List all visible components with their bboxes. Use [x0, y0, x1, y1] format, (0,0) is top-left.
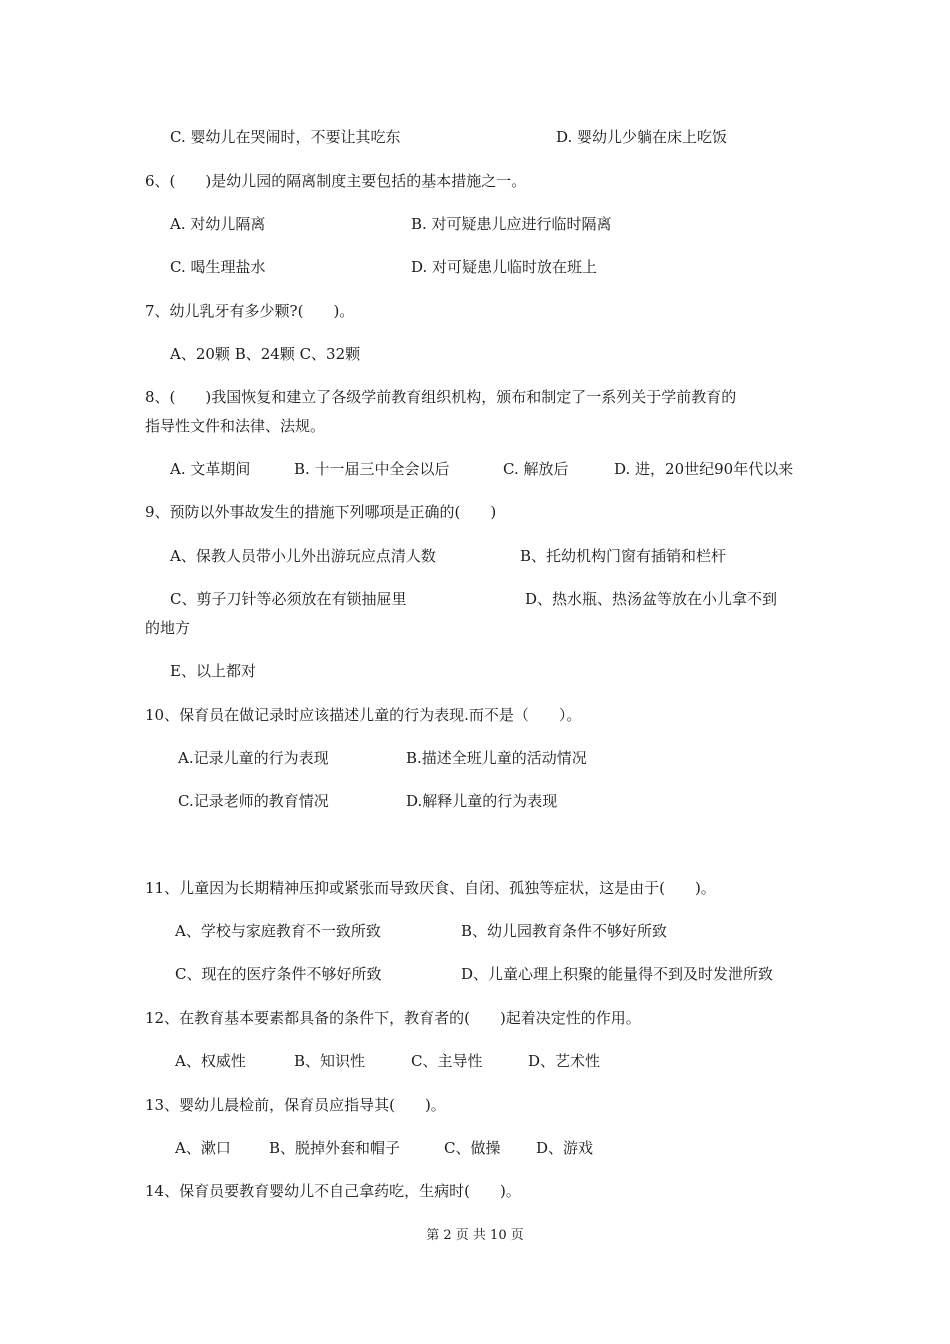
- q10-option-d: D.解释儿童的行为表现: [406, 792, 558, 810]
- q8-option-c: C. 解放后: [503, 460, 569, 478]
- q13-option-b: B、脱掉外套和帽子: [269, 1139, 401, 1157]
- q9-stem: 9、预防以外事故发生的措施下列哪项是正确的( ): [145, 503, 497, 521]
- q8-stem-line2: 指导性文件和法律、法规。: [145, 417, 326, 435]
- q8-option-a: A. 文革期间: [170, 460, 251, 478]
- q12-option-b: B、知识性: [294, 1052, 366, 1070]
- q9-option-d-line2: 的地方: [145, 619, 191, 637]
- q5-option-c: C. 婴幼儿在哭闹时，不要让其吃东: [170, 128, 401, 146]
- q8-option-d: D. 进，20世纪90年代以来: [614, 460, 794, 478]
- q14-stem: 14、保育员要教育婴幼儿不自己拿药吃，生病时( )。: [145, 1182, 521, 1200]
- q12-option-c: C、主导性: [411, 1052, 483, 1070]
- q9-option-d-line1: D、热水瓶、热汤盆等放在小儿拿不到: [525, 590, 778, 608]
- q6-option-a: A. 对幼儿隔离: [170, 215, 266, 233]
- q10-option-c: C.记录老师的教育情况: [178, 792, 329, 810]
- q8-stem-line1: 8、( )我国恢复和建立了各级学前教育组织机构，颁布和制定了一系列关于学前教育的: [145, 388, 737, 406]
- q5-option-d: D. 婴幼儿少躺在床上吃饭: [556, 128, 728, 146]
- q7-options: A、20颗 B、24颗 C、32颗: [170, 345, 361, 363]
- q10-option-b: B.描述全班儿童的活动情况: [406, 749, 587, 767]
- q13-option-c: C、做操: [444, 1139, 501, 1157]
- q11-option-d: D、儿童心理上积聚的能量得不到及时发泄所致: [461, 965, 774, 983]
- q12-option-d: D、艺术性: [528, 1052, 601, 1070]
- q8-option-b: B. 十一届三中全会以后: [294, 460, 450, 478]
- q13-option-a: A、漱口: [175, 1139, 231, 1157]
- q9-option-c: C、剪子刀针等必须放在有锁抽屉里: [170, 590, 407, 608]
- q11-option-b: B、幼儿园教育条件不够好所致: [461, 922, 668, 940]
- q6-option-c: C. 喝生理盐水: [170, 258, 266, 276]
- q7-stem: 7、幼儿乳牙有多少颗?( )。: [145, 302, 355, 320]
- q6-option-d: D. 对可疑患儿临时放在班上: [411, 258, 598, 276]
- q12-stem: 12、在教育基本要素都具备的条件下，教育者的( )起着决定性的作用。: [145, 1009, 641, 1027]
- q11-stem: 11、儿童因为长期精神压抑或紧张而导致厌食、自闭、孤独等症状，这是由于( )。: [145, 879, 716, 897]
- q6-stem: 6、( )是幼儿园的隔离制度主要包括的基本措施之一。: [145, 172, 527, 190]
- q10-option-a: A.记录儿童的行为表现: [178, 749, 329, 767]
- q13-stem: 13、婴幼儿晨检前，保育员应指导其( )。: [145, 1096, 446, 1114]
- q9-option-b: B、托幼机构门窗有插销和栏杆: [520, 547, 727, 565]
- q9-option-a: A、保教人员带小儿外出游玩应点清人数: [170, 547, 436, 565]
- q11-option-a: A、学校与家庭教育不一致所致: [175, 922, 381, 940]
- q11-option-c: C、现在的医疗条件不够好所致: [175, 965, 382, 983]
- q10-stem: 10、保育员在做记录时应该描述儿童的行为表现.而不是（ ）。: [145, 706, 582, 724]
- q12-option-a: A、权威性: [175, 1052, 246, 1070]
- q9-option-e: E、以上都对: [170, 662, 256, 680]
- page-footer: 第 2 页 共 10 页: [426, 1228, 524, 1243]
- q13-option-d: D、游戏: [536, 1139, 594, 1157]
- q6-option-b: B. 对可疑患儿应进行临时隔离: [411, 215, 612, 233]
